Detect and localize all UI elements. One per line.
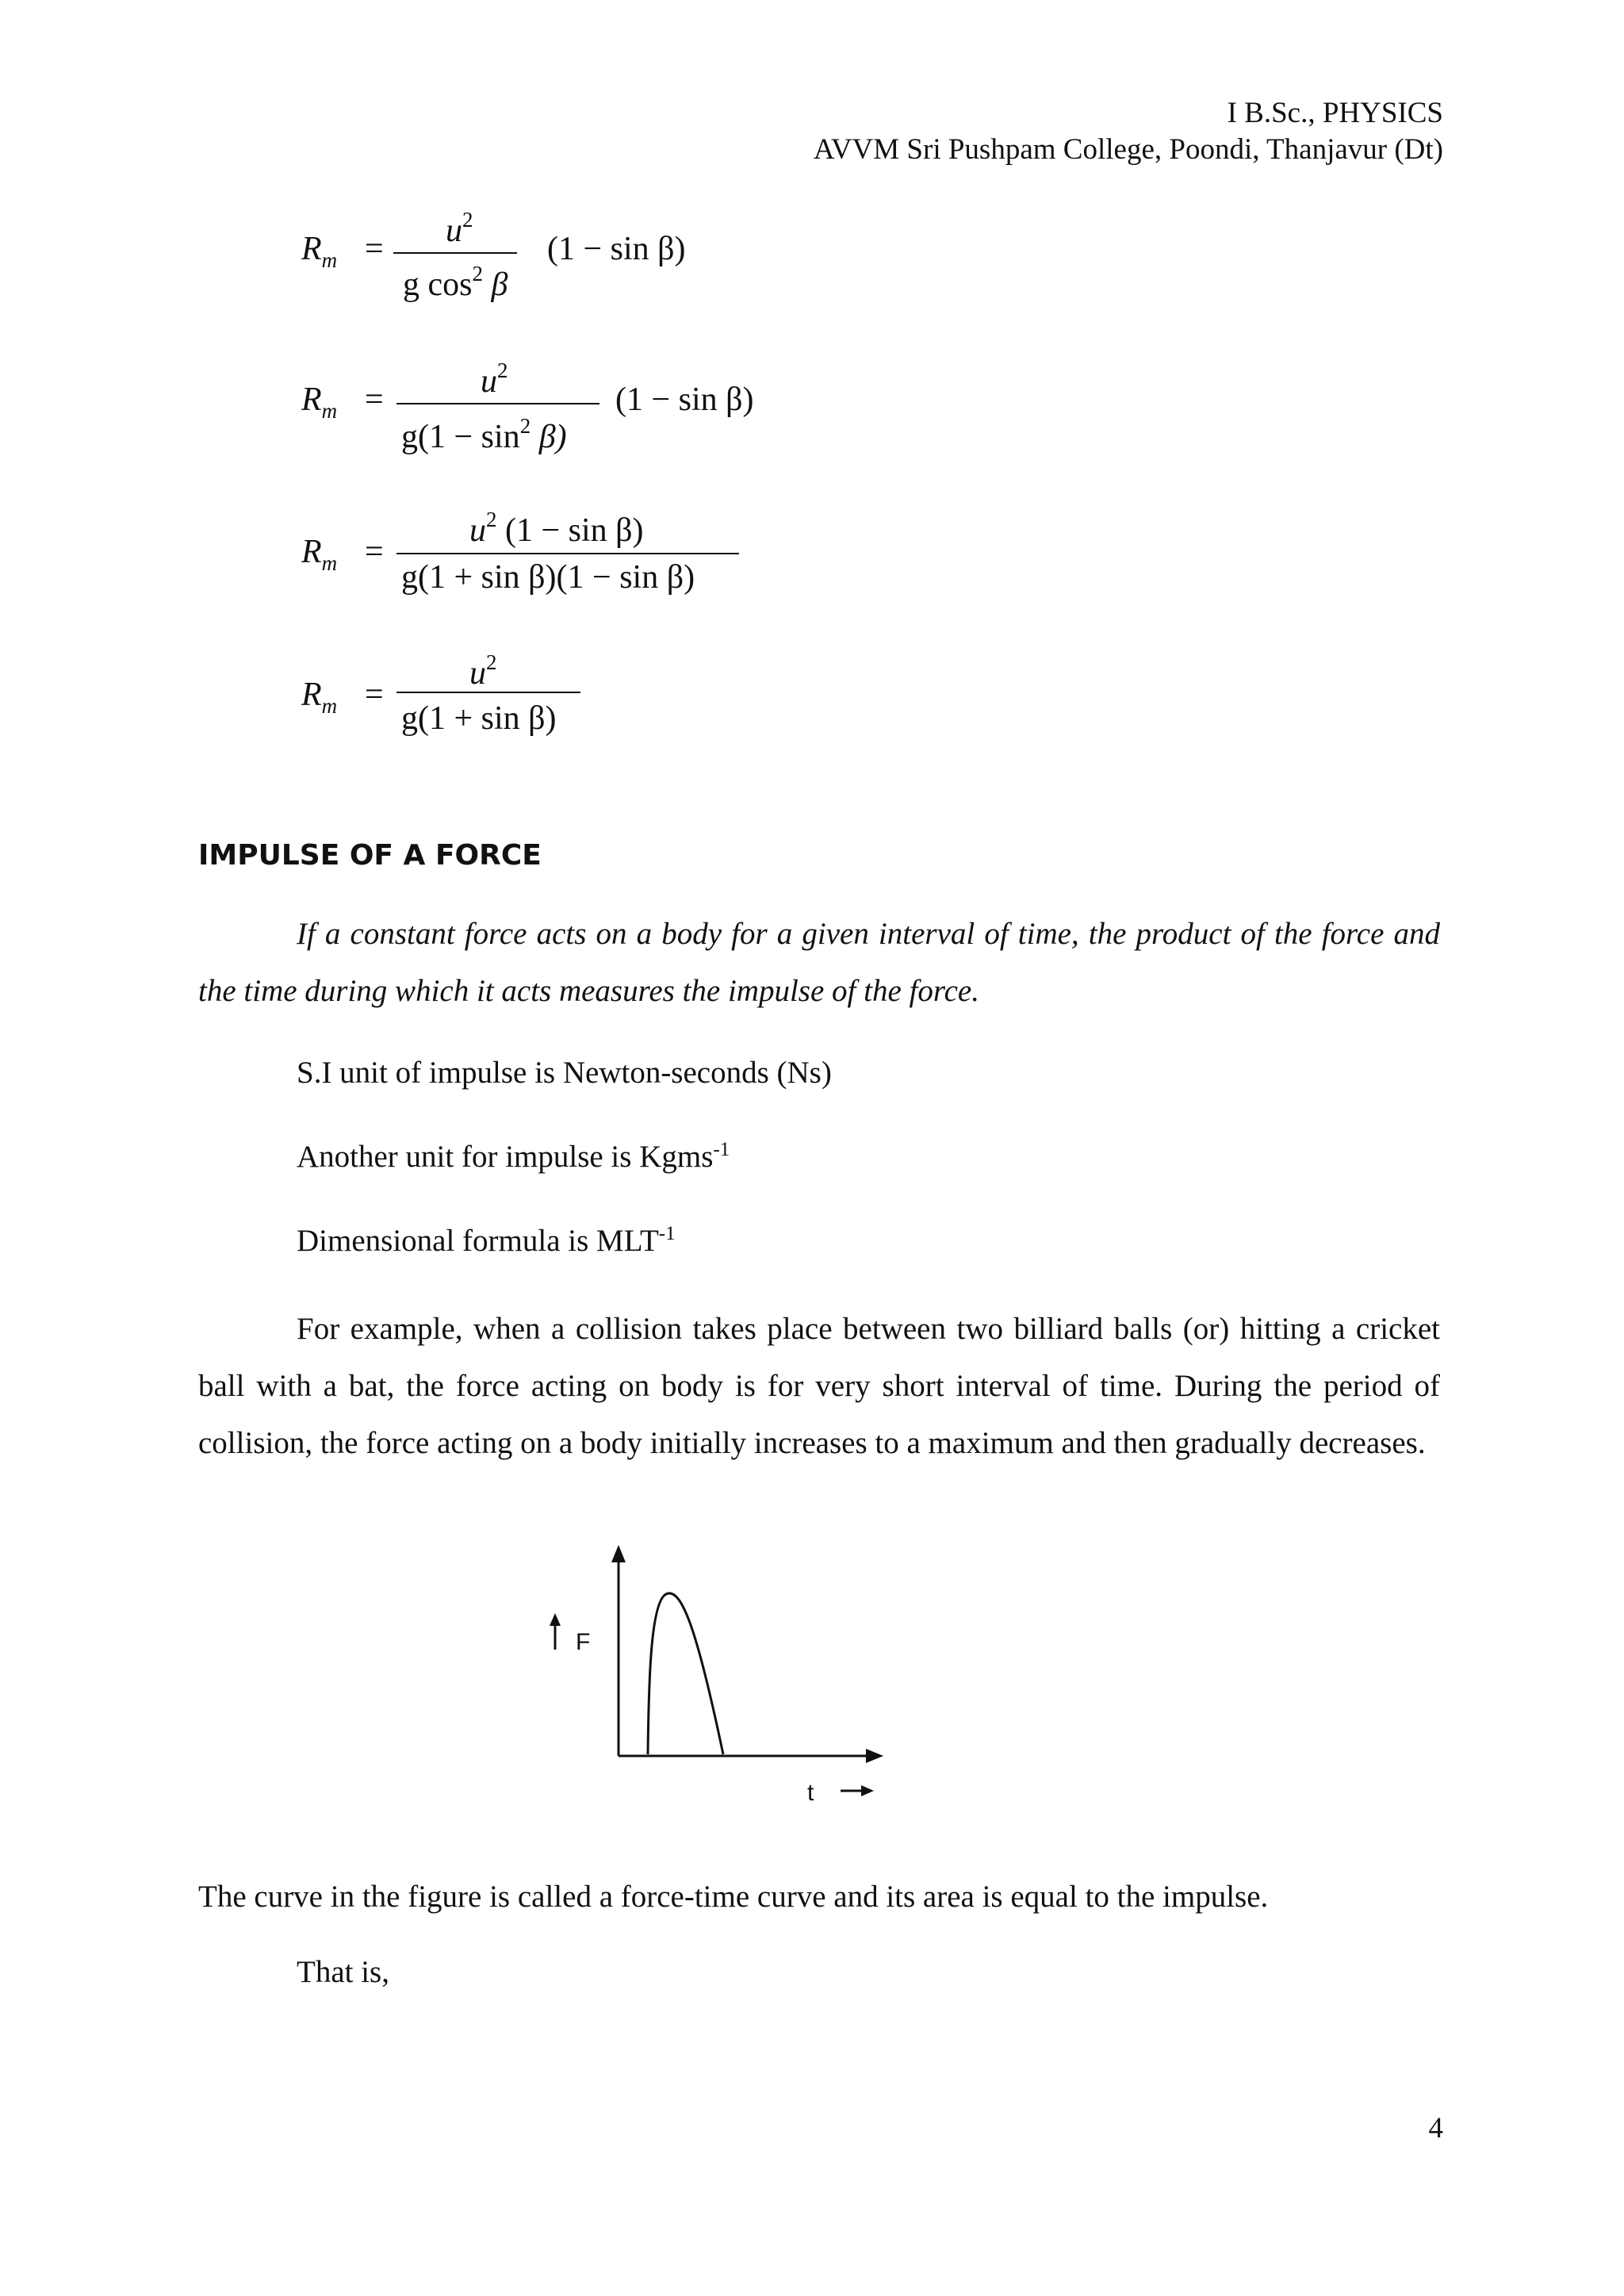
example-paragraph: For example, when a collision takes place between two billiard balls (or) hitting a cricket ball with a bat, the force acting on body is for very short interval of time. During the period of collision, the force acting on a body initially increases to a maximum and then gradually decreases. [198,1312,1440,1460]
header-college: AVVM Sri Pushpam College, Poondi, Thanjavur (Dt) [813,133,1443,166]
equation-4-denominator: g(1 + sin β) [401,700,557,737]
other-unit-text: Another unit for impulse is Kgms$^{-1}$ [297,1139,730,1174]
equation-2-factor: (1 − sin β) [615,381,754,418]
si-unit-text: S.I unit of impulse is Newton-seconds (Ns) [297,1056,832,1090]
equation-2-numerator: $u^2$ [481,358,508,400]
equals-sign: = [365,231,384,267]
impulse-definition: If a constant force acts on a body for a given interval of time, the product of the force and the time during which it acts measures the impulse of the force. [198,917,1440,1008]
fraction-bar [393,252,517,254]
y-axis-arrowhead [611,1545,626,1562]
fraction-bar [396,553,739,554]
f-arrowhead [550,1613,561,1626]
header-course: I B.Sc., PHYSICS [1227,97,1443,129]
fraction-bar [396,403,599,404]
equation-1-denominator: g $\cos^2 \beta$ [403,262,508,303]
equation-4-lhs: $R_m$ [301,677,338,718]
section-heading: IMPULSE OF A FORCE [198,839,542,872]
equation-1-numerator: $u^2$ [446,208,473,249]
equation-1-factor: (1 − sin β) [547,231,686,267]
equals-sign: = [365,381,384,418]
force-curve [648,1593,723,1754]
equals-sign: = [365,534,384,570]
equation-4-numerator: $u^2$ [469,650,497,692]
fraction-bar [396,692,580,693]
equation-2-denominator: $g(1 - \sin^2 \beta)$ [401,414,567,455]
f-axis-label: F [576,1629,591,1655]
t-arrowhead [861,1785,874,1796]
equation-3-numerator: $u^2$ (1 − sin β) [469,508,644,549]
x-axis-arrowhead [866,1749,883,1763]
equation-3-lhs: $R_m$ [301,534,338,575]
equation-2-lhs: $R_m$ [301,381,338,423]
dimensional-formula-text: Dimensional formula is $MLT^{-1}$ [297,1223,676,1258]
curve-description: The curve in the figure is called a force-time curve and its area is equal to the impulse. [198,1880,1269,1914]
equals-sign: = [365,677,384,713]
that-is-text: That is, [297,1955,389,1989]
force-time-graph [539,1539,904,1816]
equation-1-lhs: $R_m$ [301,231,338,272]
page-number: 4 [1428,2112,1443,2145]
equation-3-denominator: g(1 + sin β)(1 − sin β) [401,559,695,596]
t-axis-label: t [807,1780,814,1806]
